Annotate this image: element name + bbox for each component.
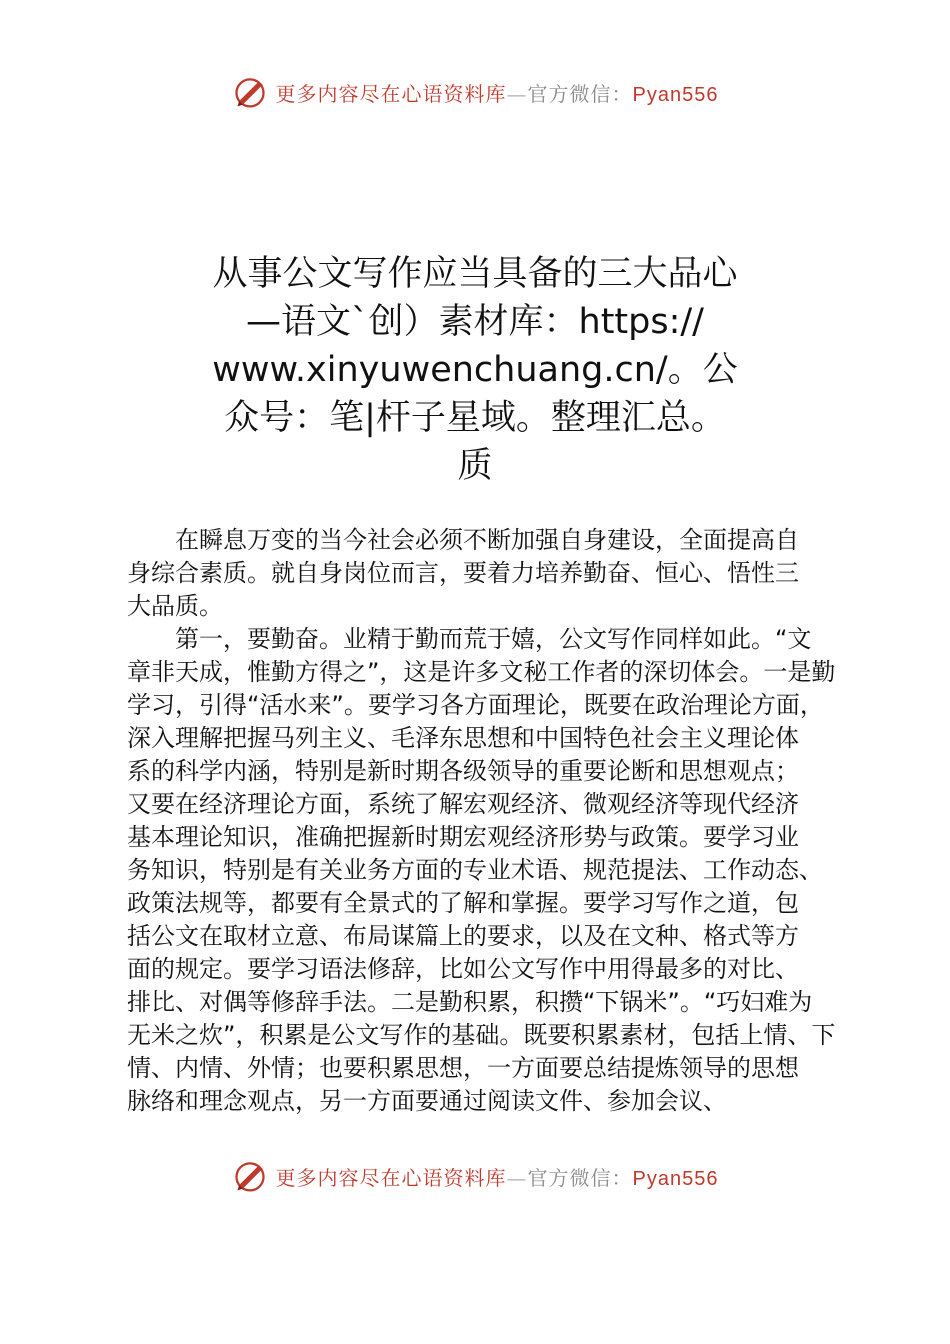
body-line: 大品质。 <box>127 592 223 620</box>
pen-logo-icon <box>232 1158 268 1194</box>
title-line: 众号：笔|杆子星域。整理汇总。 <box>224 398 726 438</box>
header-banner-text: 更多内容尽在心语资料库—官方微信：Pyan556 <box>275 81 719 106</box>
body-line: 情、内情、外情；也要积累思想，一方面要总结提炼领导的思想 <box>127 1054 799 1082</box>
body-line: 无米之炊”，积累是公文写作的基础。既要积累素材，包括上情、下 <box>127 1021 836 1049</box>
body-line: 务知识，特别是有关业务方面的专业术语、规范提法、工作动态、 <box>127 856 823 884</box>
document-body <box>127 524 852 1118</box>
body-line: 第一，要勤奋。业精于勤而荒于嬉，公文写作同样如此。“文 <box>175 625 812 653</box>
body-line: 在瞬息万变的当今社会必须不断加强自身建设，全面提高自 <box>175 526 799 554</box>
body-line: 章非天成，惟勤方得之”，这是许多文秘工作者的深切体会。一是勤 <box>127 658 836 686</box>
body-line: 括公文在取材立意、布局谋篇上的要求，以及在文种、格式等方 <box>127 922 799 950</box>
pen-logo-icon <box>232 74 268 110</box>
footer-banner-text: 更多内容尽在心语资料库—官方微信：Pyan556 <box>275 1165 719 1190</box>
body-line: 政策法规等，都要有全景式的了解和掌握。要学习写作之道，包 <box>127 889 799 917</box>
body-line: 系的科学内涵，特别是新时期各级领导的重要论断和思想观点； <box>127 757 799 785</box>
body-line: 学习，引得“活水来”。要学习各方面理论，既要在政治理论方面， <box>127 691 824 719</box>
body-line: 基本理论知识，准确把握新时期宏观经济形势与政策。要学习业 <box>127 823 799 851</box>
title-line: www.xinyuwenchuang.cn/。公 <box>212 350 738 390</box>
body-line: 排比、对偶等修辞手法。二是勤积累，积攒“下锅米”。“巧妇难为 <box>127 988 813 1016</box>
title-line: 从事公文写作应当具备的三大品心 <box>212 254 738 294</box>
title-line: —语文`创）素材库：https:// <box>246 302 704 342</box>
header-banner <box>0 74 950 110</box>
document-title <box>150 250 800 490</box>
footer-banner <box>0 1158 950 1194</box>
body-line: 身综合素质。就自身岗位而言，要着力培养勤奋、恒心、悟性三 <box>127 559 799 587</box>
body-line: 深入理解把握马列主义、毛泽东思想和中国特色社会主义理论体 <box>127 724 799 752</box>
title-line: 质 <box>457 446 493 486</box>
body-line: 脉络和理念观点，另一方面要通过阅读文件、参加会议、 <box>127 1087 727 1115</box>
body-line: 面的规定。要学习语法修辞，比如公文写作中用得最多的对比、 <box>127 955 799 983</box>
body-line: 又要在经济理论方面，系统了解宏观经济、微观经济等现代经济 <box>127 790 799 818</box>
